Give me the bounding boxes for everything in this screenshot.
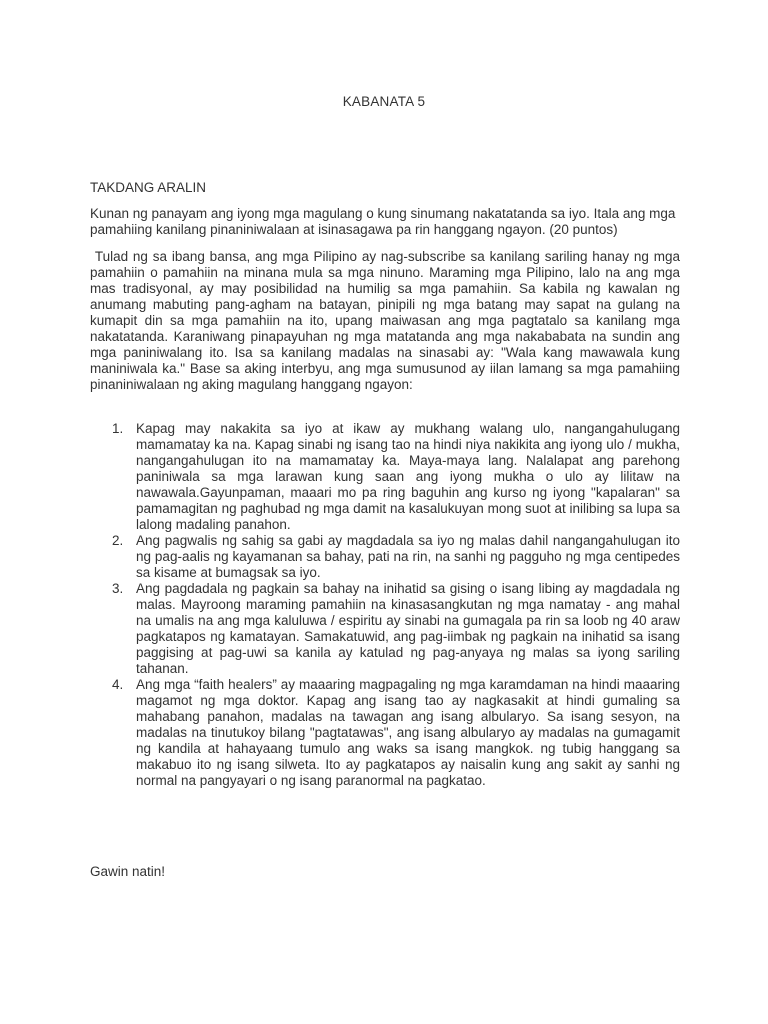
list-item bbox=[90, 533, 680, 581]
list-item-text: Kapag may nakakita sa iyo at ikaw ay mukhang walang ulo, nangangahulugang mamamatay ka na. Kapag sinabi ng isang tao na hindi niya nakikita ang iyong ulo / mukha, nangangahulugan ito na mamamatay ka. Maya-maya lang. Nalalapat ang parehong paniniwala sa mga larawan kung saan ang iyong mukha o ulo ay lilitaw na nawawala.Gayunpaman, maaari mo pa ring baguhin ang kurso ng iyong "kapalaran" sa pamamagitan ng paghubad ng mga damit na kasalukuyan mong suot at inilibing sa lupa sa lalong madaling panahon. bbox=[136, 421, 680, 532]
list-item bbox=[90, 677, 680, 789]
list-item-text: Ang pagwalis ng sahig sa gabi ay magdadala sa iyo ng malas dahil nangangahulugan ito ng pag-aalis ng kayamanan sa bahay, pati na rin, na sanhi ng pagguho ng mga centipedes sa kisame at bumagsak sa iyo. bbox=[136, 533, 680, 580]
list-item-text: Ang mga “faith healers” ay maaaring magpagaling ng mga karamdaman na hindi maaaring magamot ng mga doktor. Kapag ang isang tao ay nagkasakit at hindi gumaling sa mahabang panahon, madalas na tawagan ang isang albularyo. Sa isang sesyon, na madalas na tinutukoy bilang "pagtatawas", ang isang albularyo ay madalas na gumagamit ng kandila at hahayaang tumulo ang waks sa isang mangkok. ng tubig hanggang sa makabuo ito ng isang silweta. Ito ay pagkatapos ay naisalin kung ang sakit ay sanhi ng normal na pangyayari o ng isang paranormal na pagkatao. bbox=[136, 677, 680, 788]
list-item-number: 3. bbox=[112, 581, 124, 596]
list-item-number: 4. bbox=[112, 677, 124, 692]
intro-paragraph: Tulad ng sa ibang bansa, ang mga Pilipino ay nag-subscribe sa kanilang sariling hanay ng mga pamahiin o pamahiin na minana mula sa mga ninuno. Maraming mga Pilipino, lalo na ang mga mas tradisyonal, ay may posibilidad na humilig sa mga pamahiin. Sa kabila ng kawalan ng anumang mabuting pang-agham na batayan, pinipili ng mga batang may sapat na gulang na kumapit din sa mga pamahiin na ito, upang maiwasan ang mga pagtatalo sa kanilang mga nakatatanda. Karaniwang pinapayuhan ng mga matatanda ang mga nakababata na sundin ang mga paniniwalang ito. Isa sa kanilang madalas na sinasabi ay: "Wala kang mawawala kung maniniwala ka." Base sa aking interbyu, ang mga sumusunod ay iilan lamang sa mga pamahiing pinaniniwalaan ng aking magulang hanggang ngayon: bbox=[90, 249, 684, 392]
chapter-title: KABANATA 5 bbox=[342, 94, 426, 109]
list-item-number: 2. bbox=[112, 533, 124, 548]
closing-line: Gawin natin! bbox=[90, 864, 166, 879]
superstition-list bbox=[90, 421, 680, 789]
list-item-text: Ang pagdadala ng pagkain sa bahay na inihatid sa gising o isang libing ay magdadala ng malas. Mayroong maraming pamahiin na kinasasangkutan ng mga namatay - ang mahal na umalis na ang mga kaluluwa / espiritu ay sinabi na gumagala pa rin sa loob ng 40 araw pagkatapos ng kamatayan. Samakatuwid, ang pag-iimbak ng pagkain na inihatid sa isang paggising at pag-uwi sa kanila ay katulad ng pag-anyaya ng malas sa iyong sariling tahanan. bbox=[136, 581, 680, 676]
assignment-instructions: Kunan ng panayam ang iyong mga magulang o kung sinumang nakatatanda sa iyo. Itala ang mga pamahiing kanilang pinaniniwalaan at isinasagawa pa rin hanggang ngayon. (20 puntos) bbox=[90, 206, 676, 237]
assignment-heading: TAKDANG ARALIN bbox=[90, 180, 207, 195]
list-item bbox=[90, 581, 680, 677]
list-item bbox=[90, 421, 680, 533]
list-item-number: 1. bbox=[112, 421, 124, 436]
